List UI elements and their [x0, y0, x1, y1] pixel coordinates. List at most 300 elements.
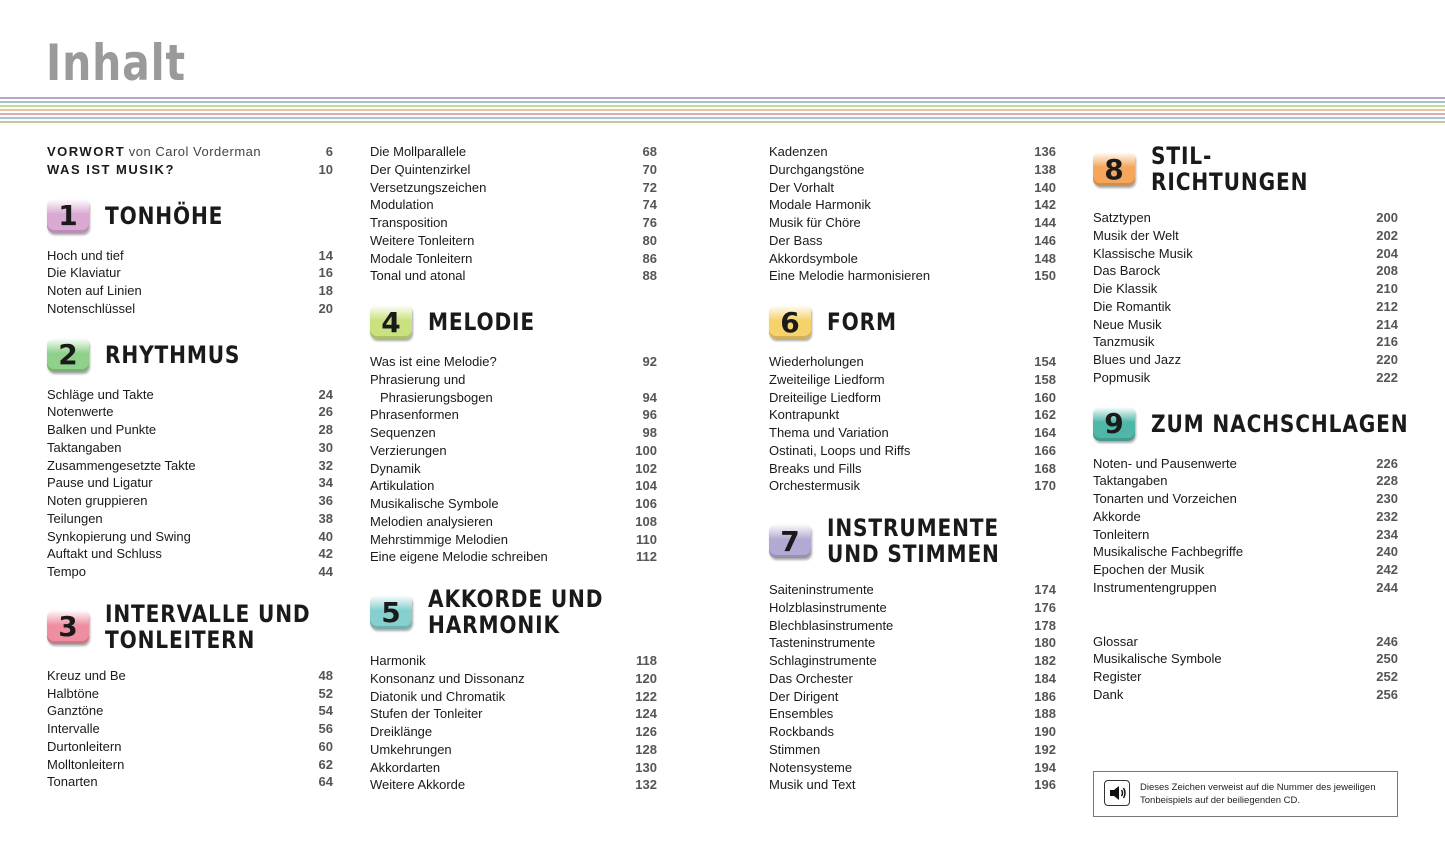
chapter-title-line: RICHTUNGEN	[1151, 168, 1309, 196]
entry-label: Stufen der Tonleiter	[370, 706, 483, 722]
entry-page: 32	[318, 457, 333, 473]
entry-page: 212	[1376, 298, 1398, 314]
entry-label: Wiederholungen	[769, 354, 864, 369]
entry-page: 246	[1376, 633, 1398, 649]
entry-label: Phrasierung und	[370, 371, 466, 387]
toc-entry[interactable]	[1093, 351, 1398, 369]
speaker-icon	[1104, 780, 1130, 806]
toc-entry[interactable]	[47, 264, 333, 282]
entry-page: 182	[1034, 653, 1056, 668]
toc-entry[interactable]	[370, 548, 657, 566]
toc-entry[interactable]	[769, 670, 1056, 688]
entry-page: 208	[1376, 263, 1398, 279]
entry-page: 168	[1034, 460, 1056, 476]
chapter-title-line: MELODIE	[428, 308, 535, 336]
chapter-title	[827, 309, 897, 335]
chapter-title-line: INSTRUMENTE	[827, 514, 1000, 542]
stripe	[0, 117, 1445, 119]
section-instrumente	[769, 515, 1056, 794]
toc-entry[interactable]	[47, 667, 333, 685]
entry-label: Noten- und Pausenwerte	[1093, 455, 1237, 471]
entry-page: 150	[1034, 268, 1056, 284]
entry-page: 226	[1376, 455, 1398, 471]
toc-entry[interactable]	[769, 250, 1056, 268]
toc-entry[interactable]	[370, 371, 657, 389]
toc-entry[interactable]	[47, 756, 333, 774]
toc-entry[interactable]	[769, 214, 1056, 232]
entry-page: 230	[1376, 491, 1398, 506]
chapter-number-badge: 4	[370, 305, 412, 339]
entry-page: 194	[1034, 759, 1056, 775]
toc-entry[interactable]	[769, 759, 1056, 777]
toc-entry[interactable]	[769, 581, 1056, 599]
toc-entry[interactable]	[370, 723, 657, 741]
entry-page: 222	[1376, 369, 1398, 385]
toc-entry[interactable]	[370, 196, 657, 214]
toc-entry[interactable]	[370, 214, 657, 232]
toc-entry[interactable]	[47, 510, 333, 528]
entry-label: Taktangaben	[47, 439, 122, 455]
entry-label: Kontrapunkt	[769, 407, 840, 423]
toc-entry[interactable]	[370, 688, 657, 706]
entry-page: 160	[1034, 389, 1056, 405]
chapter-title	[428, 309, 535, 335]
toc-entry[interactable]	[1093, 280, 1398, 298]
entry-label: Schlaginstrumente	[769, 653, 877, 668]
section-header[interactable]	[1093, 407, 1409, 441]
chapter-title	[428, 586, 603, 638]
entry-label: Sequenzen	[370, 425, 436, 440]
entry-page: 140	[1034, 179, 1056, 195]
toc-entry[interactable]	[769, 143, 1056, 161]
section-header[interactable]	[47, 199, 333, 233]
entry-label: Balken und Punkte	[47, 422, 157, 437]
entry-label: Kadenzen	[769, 144, 828, 159]
entry-label: Musikalische Symbole	[1093, 651, 1222, 667]
section-intervalle-continued	[370, 143, 657, 285]
entry-label: Die Mollparallele	[370, 144, 467, 159]
toc-entry[interactable]	[1093, 490, 1398, 508]
toc-column-1	[47, 143, 333, 791]
entry-page: 204	[1376, 245, 1398, 261]
entry-page: 118	[636, 653, 657, 668]
entry-page: 220	[1376, 352, 1398, 367]
entry-label: Noten auf Linien	[47, 283, 142, 298]
entry-page: 242	[1376, 562, 1398, 577]
toc-entry[interactable]	[370, 652, 657, 670]
toc-entry[interactable]	[1093, 227, 1398, 245]
toc-entry[interactable]	[1093, 633, 1398, 651]
entry-label: Modale Tonleitern	[370, 250, 473, 266]
entry-label: Saiteninstrumente	[769, 582, 874, 597]
stripe	[0, 109, 1445, 111]
entry-page: 54	[318, 703, 333, 719]
chapter-title	[105, 203, 223, 229]
entry-label: Orchestermusik	[769, 478, 861, 494]
toc-entry[interactable]	[47, 702, 333, 720]
entry-label: Phrasenformen	[370, 407, 459, 423]
entry-label: Konsonanz und Dissonanz	[370, 670, 525, 686]
entry-page: 130	[635, 759, 657, 775]
toc-entry[interactable]	[1093, 209, 1398, 227]
toc-entry[interactable]	[47, 403, 333, 421]
section-akkorde-continued	[769, 143, 1056, 285]
chapter-title-line: RHYTHMUS	[105, 340, 241, 369]
chapter-number-badge: 9	[1093, 407, 1135, 441]
toc-entry[interactable]	[769, 406, 1056, 424]
entry-page: 136	[1034, 144, 1056, 159]
entry-page: 80	[642, 232, 657, 248]
entry-page: 124	[635, 706, 657, 722]
toc-entry[interactable]	[47, 720, 333, 738]
entry-label: Auftakt und Schluss	[47, 546, 162, 562]
section-header[interactable]	[47, 338, 333, 372]
chapter-title	[1151, 143, 1308, 195]
entry-page: 86	[642, 250, 657, 266]
entry-label: Notenwerte	[47, 404, 114, 420]
entry-page: 38	[318, 510, 333, 526]
entry-label: Musikalische Fachbegriffe	[1093, 544, 1244, 560]
toc-entry[interactable]	[47, 300, 333, 318]
toc-entry[interactable]	[1093, 298, 1398, 316]
entry-label: Schläge und Takte	[47, 386, 154, 402]
entry-label: Thema und Variation	[769, 425, 889, 440]
entry-label: Musikalische Symbole	[370, 496, 499, 511]
toc-entry[interactable]	[370, 179, 657, 197]
entry-page: 180	[1034, 635, 1056, 651]
toc-entry[interactable]	[370, 250, 657, 268]
stripe	[0, 97, 1445, 99]
toc-entry-foreword[interactable]	[47, 143, 333, 161]
entry-page: 76	[642, 215, 657, 230]
entry-label: Ensembles	[769, 706, 834, 722]
toc-entry[interactable]	[370, 406, 657, 424]
chapter-title-line: UND STIMMEN	[827, 540, 1000, 568]
toc-entry[interactable]	[47, 738, 333, 756]
toc-entry[interactable]	[370, 353, 657, 371]
entry-page: 42	[318, 546, 333, 562]
entry-label: Glossar	[1093, 633, 1138, 649]
toc-entry[interactable]	[370, 389, 657, 407]
entry-label: Tanzmusik	[1093, 334, 1155, 350]
entry-page: 146	[1034, 232, 1056, 248]
toc-entry[interactable]	[769, 617, 1056, 635]
entry-label: Intervalle	[47, 721, 100, 736]
chapter-number-badge: 6	[769, 305, 811, 339]
entry-page: 28	[318, 422, 333, 437]
entry-label: Breaks und Fills	[769, 460, 862, 476]
toc-entry[interactable]	[370, 477, 657, 495]
toc-entry[interactable]	[1093, 455, 1398, 473]
section-header[interactable]	[370, 305, 657, 339]
toc-entry[interactable]	[370, 143, 657, 161]
entry-page: 98	[642, 425, 657, 440]
entry-page: 144	[1034, 215, 1056, 230]
stripe	[0, 113, 1445, 115]
toc-entry[interactable]	[370, 232, 657, 250]
toc-entry[interactable]	[1093, 668, 1398, 686]
chapter-title	[105, 342, 240, 368]
entry-page: 234	[1376, 526, 1398, 542]
entry-page: 88	[642, 268, 657, 284]
section-header[interactable]	[370, 586, 657, 638]
section-header[interactable]	[1093, 143, 1398, 195]
toc-entry[interactable]	[370, 495, 657, 513]
entry-page: 244	[1376, 579, 1398, 595]
section-appendix	[1093, 633, 1398, 704]
chapter-title-line: TONHÖHE	[105, 201, 224, 230]
chapter-title-line: INTERVALLE UND	[105, 599, 311, 628]
entry-label: Rockbands	[769, 724, 835, 739]
toc-entry[interactable]	[769, 776, 1056, 794]
entry-label: Musik und Text	[769, 777, 856, 793]
decorative-stripes	[0, 97, 1445, 125]
entry-page: 174	[1034, 582, 1056, 597]
toc-entry[interactable]	[769, 599, 1056, 617]
entry-label: Artikulation	[370, 478, 435, 494]
entry-label: WAS IST MUSIK?	[47, 161, 175, 177]
toc-column-2	[370, 143, 657, 794]
chapter-title-line: STIL-	[1151, 142, 1213, 170]
entry-label: Durchgangstöne	[769, 161, 865, 177]
toc-entry[interactable]	[370, 460, 657, 478]
entry-label: Ostinati, Loops und Riffs	[769, 442, 911, 458]
chapter-number-badge: 7	[769, 524, 811, 558]
stripe	[0, 105, 1445, 107]
entry-label: Taktangaben	[1093, 473, 1168, 489]
section-form	[769, 305, 1056, 495]
entry-page: 68	[642, 144, 657, 159]
toc-entry[interactable]	[370, 670, 657, 688]
toc-entry[interactable]	[1093, 369, 1398, 387]
entry-label: Die Klaviatur	[47, 265, 121, 281]
entry-page: 228	[1376, 473, 1398, 489]
section-tonhoehe	[47, 199, 333, 318]
toc-entry[interactable]	[769, 723, 1056, 741]
toc-entry-what-is-music[interactable]	[47, 161, 333, 179]
entry-label: Teilungen	[47, 510, 103, 526]
toc-entry[interactable]	[769, 741, 1056, 759]
toc-entry[interactable]	[47, 421, 333, 439]
toc-entry[interactable]	[47, 247, 333, 265]
entry-label: Der Quintenzirkel	[370, 161, 471, 177]
entry-page: 60	[318, 738, 333, 754]
entry-label: Das Barock	[1093, 263, 1161, 279]
toc-entry[interactable]	[1093, 526, 1398, 544]
entry-label: Molltonleitern	[47, 756, 125, 772]
toc-entry[interactable]	[47, 282, 333, 300]
toc-entry[interactable]	[47, 474, 333, 492]
toc-entry[interactable]	[47, 439, 333, 457]
entry-label: Tasteninstrumente	[769, 635, 876, 651]
entry-label: Instrumentengruppen	[1093, 579, 1217, 595]
section-header[interactable]	[47, 601, 333, 653]
entry-label: Dreiklänge	[370, 724, 433, 739]
page-title: Inhalt	[46, 34, 186, 92]
entry-page: 62	[318, 756, 333, 772]
toc-entry[interactable]	[47, 773, 333, 791]
entry-label: Tonleitern	[1093, 526, 1150, 542]
entry-page: 106	[635, 496, 657, 511]
entry-label: Blechblasinstrumente	[769, 617, 894, 633]
section-melodie	[370, 305, 657, 566]
entry-page: 240	[1376, 544, 1398, 560]
toc-entry[interactable]	[769, 353, 1056, 371]
entry-page: 252	[1376, 669, 1398, 684]
toc-entry[interactable]	[769, 161, 1056, 179]
toc-entry[interactable]	[769, 267, 1056, 285]
entry-page: 142	[1034, 197, 1056, 213]
toc-entry[interactable]	[47, 386, 333, 404]
chapter-title-line: TONLEITERN	[105, 625, 256, 654]
entry-page: 44	[318, 564, 333, 579]
entry-page: 30	[318, 439, 333, 455]
toc-entry[interactable]	[1093, 316, 1398, 334]
toc-entry[interactable]	[370, 161, 657, 179]
toc-entry[interactable]	[769, 371, 1056, 389]
toc-entry[interactable]	[1093, 579, 1398, 597]
entry-label: Kreuz und Be	[47, 667, 126, 683]
entry-label: Satztypen	[1093, 210, 1151, 225]
toc-entry[interactable]	[370, 531, 657, 549]
entry-label: Umkehrungen	[370, 741, 452, 757]
entry-page: 70	[642, 161, 657, 177]
chapter-title	[105, 601, 310, 653]
toc-entry[interactable]	[1093, 245, 1398, 263]
entry-page: 110	[636, 531, 657, 547]
entry-page: 36	[318, 493, 333, 508]
entry-page: 112	[636, 549, 657, 565]
toc-entry[interactable]	[47, 528, 333, 546]
toc-entry[interactable]	[769, 232, 1056, 250]
toc-entry[interactable]	[769, 652, 1056, 670]
section-rhythmus	[47, 338, 333, 581]
toc-entry[interactable]	[769, 442, 1056, 460]
toc-entry[interactable]	[769, 179, 1056, 197]
toc-entry[interactable]	[1093, 262, 1398, 280]
toc-entry[interactable]	[769, 477, 1056, 495]
toc-entry[interactable]	[47, 563, 333, 581]
toc-entry[interactable]	[370, 442, 657, 460]
entry-label: Notenschlüssel	[47, 300, 136, 316]
entry-label: Dank	[1093, 686, 1124, 702]
entry-label: Popmusik	[1093, 369, 1151, 385]
entry-page: 16	[318, 265, 333, 281]
toc-entry[interactable]	[370, 267, 657, 285]
entry-label: Akkorde	[1093, 508, 1141, 524]
toc-entry[interactable]	[47, 685, 333, 703]
chapter-number-badge: 5	[370, 595, 412, 629]
entry-label: Zweiteilige Liedform	[769, 371, 885, 387]
entry-label: Verzierungen	[370, 442, 447, 458]
toc-entry[interactable]	[1093, 686, 1398, 704]
toc-entry[interactable]	[1093, 333, 1398, 351]
entry-label: Phrasierungsbogen	[380, 389, 493, 405]
entry-page: 132	[635, 777, 657, 793]
entry-page: 162	[1034, 407, 1056, 423]
entry-label: Modale Harmonik	[769, 197, 871, 213]
chapter-title-line: AKKORDE UND	[428, 585, 604, 613]
chapter-number-badge: 1	[47, 199, 89, 233]
toc-entry[interactable]	[370, 759, 657, 777]
toc-entry[interactable]	[1093, 650, 1398, 668]
entry-page: 64	[318, 774, 333, 790]
entry-page: 188	[1034, 706, 1056, 722]
toc-entry[interactable]	[47, 457, 333, 475]
entry-label: Dreiteilige Liedform	[769, 389, 881, 405]
chapter-number-badge: 3	[47, 610, 89, 644]
entry-label: Noten gruppieren	[47, 493, 148, 508]
toc-entry[interactable]	[769, 424, 1056, 442]
toc-entry[interactable]	[370, 424, 657, 442]
toc-entry[interactable]	[370, 776, 657, 794]
entry-label: Versetzungszeichen	[370, 179, 487, 195]
entry-page: 52	[318, 685, 333, 701]
toc-entry[interactable]	[769, 688, 1056, 706]
toc-entry[interactable]	[370, 741, 657, 759]
toc-entry[interactable]	[370, 705, 657, 723]
entry-page: 26	[318, 404, 333, 420]
entry-label: Der Dirigent	[769, 688, 839, 704]
entry-page: 10	[318, 161, 333, 177]
toc-column-3	[769, 143, 1056, 794]
toc-entry[interactable]	[47, 545, 333, 563]
entry-label: Tonarten und Vorzeichen	[1093, 491, 1237, 506]
entry-page: 166	[1034, 442, 1056, 458]
entry-page: 186	[1034, 688, 1056, 704]
entry-page: 40	[318, 528, 333, 544]
toc-entry[interactable]	[769, 634, 1056, 652]
entry-label: Modulation	[370, 197, 434, 213]
entry-page: 256	[1376, 686, 1398, 702]
chapter-number-badge: 8	[1093, 152, 1135, 186]
toc-entry[interactable]	[47, 492, 333, 510]
entry-page: 232	[1376, 508, 1398, 524]
entry-label: Blues und Jazz	[1093, 352, 1182, 367]
entry-page: 108	[635, 513, 657, 529]
entry-page: 170	[1034, 478, 1056, 494]
entry-label: VORWORT	[47, 144, 126, 159]
entry-page: 122	[635, 688, 657, 704]
toc-entry[interactable]	[769, 389, 1056, 407]
toc-entry[interactable]	[769, 460, 1056, 478]
toc-entry[interactable]	[1093, 508, 1398, 526]
entry-page: 158	[1034, 371, 1056, 387]
entry-page: 34	[318, 475, 333, 491]
section-akkorde	[370, 586, 657, 794]
entry-label: Diatonik und Chromatik	[370, 688, 506, 704]
toc-entry[interactable]	[1093, 472, 1398, 490]
entry-label: Pause und Ligatur	[47, 475, 153, 491]
toc-entry[interactable]	[1093, 561, 1398, 579]
entry-label: Tonal und atonal	[370, 268, 466, 284]
toc-entry[interactable]	[370, 513, 657, 531]
section-header[interactable]	[769, 515, 1056, 567]
entry-author: von Carol Vorderman	[128, 144, 262, 159]
entry-label: Das Orchester	[769, 670, 853, 686]
entry-label: Eine Melodie harmonisieren	[769, 268, 931, 284]
toc-column-4	[1093, 142, 1409, 704]
section-stilrichtungen	[1093, 143, 1398, 387]
entry-page: 178	[1034, 617, 1056, 633]
toc-entry[interactable]	[769, 196, 1056, 214]
entry-page: 148	[1034, 250, 1056, 266]
entry-label: Zusammengesetzte Takte	[47, 457, 196, 473]
entry-page: 18	[318, 283, 333, 298]
toc-entry[interactable]	[769, 705, 1056, 723]
section-header[interactable]	[769, 305, 1056, 339]
toc-entry[interactable]	[1093, 543, 1398, 561]
